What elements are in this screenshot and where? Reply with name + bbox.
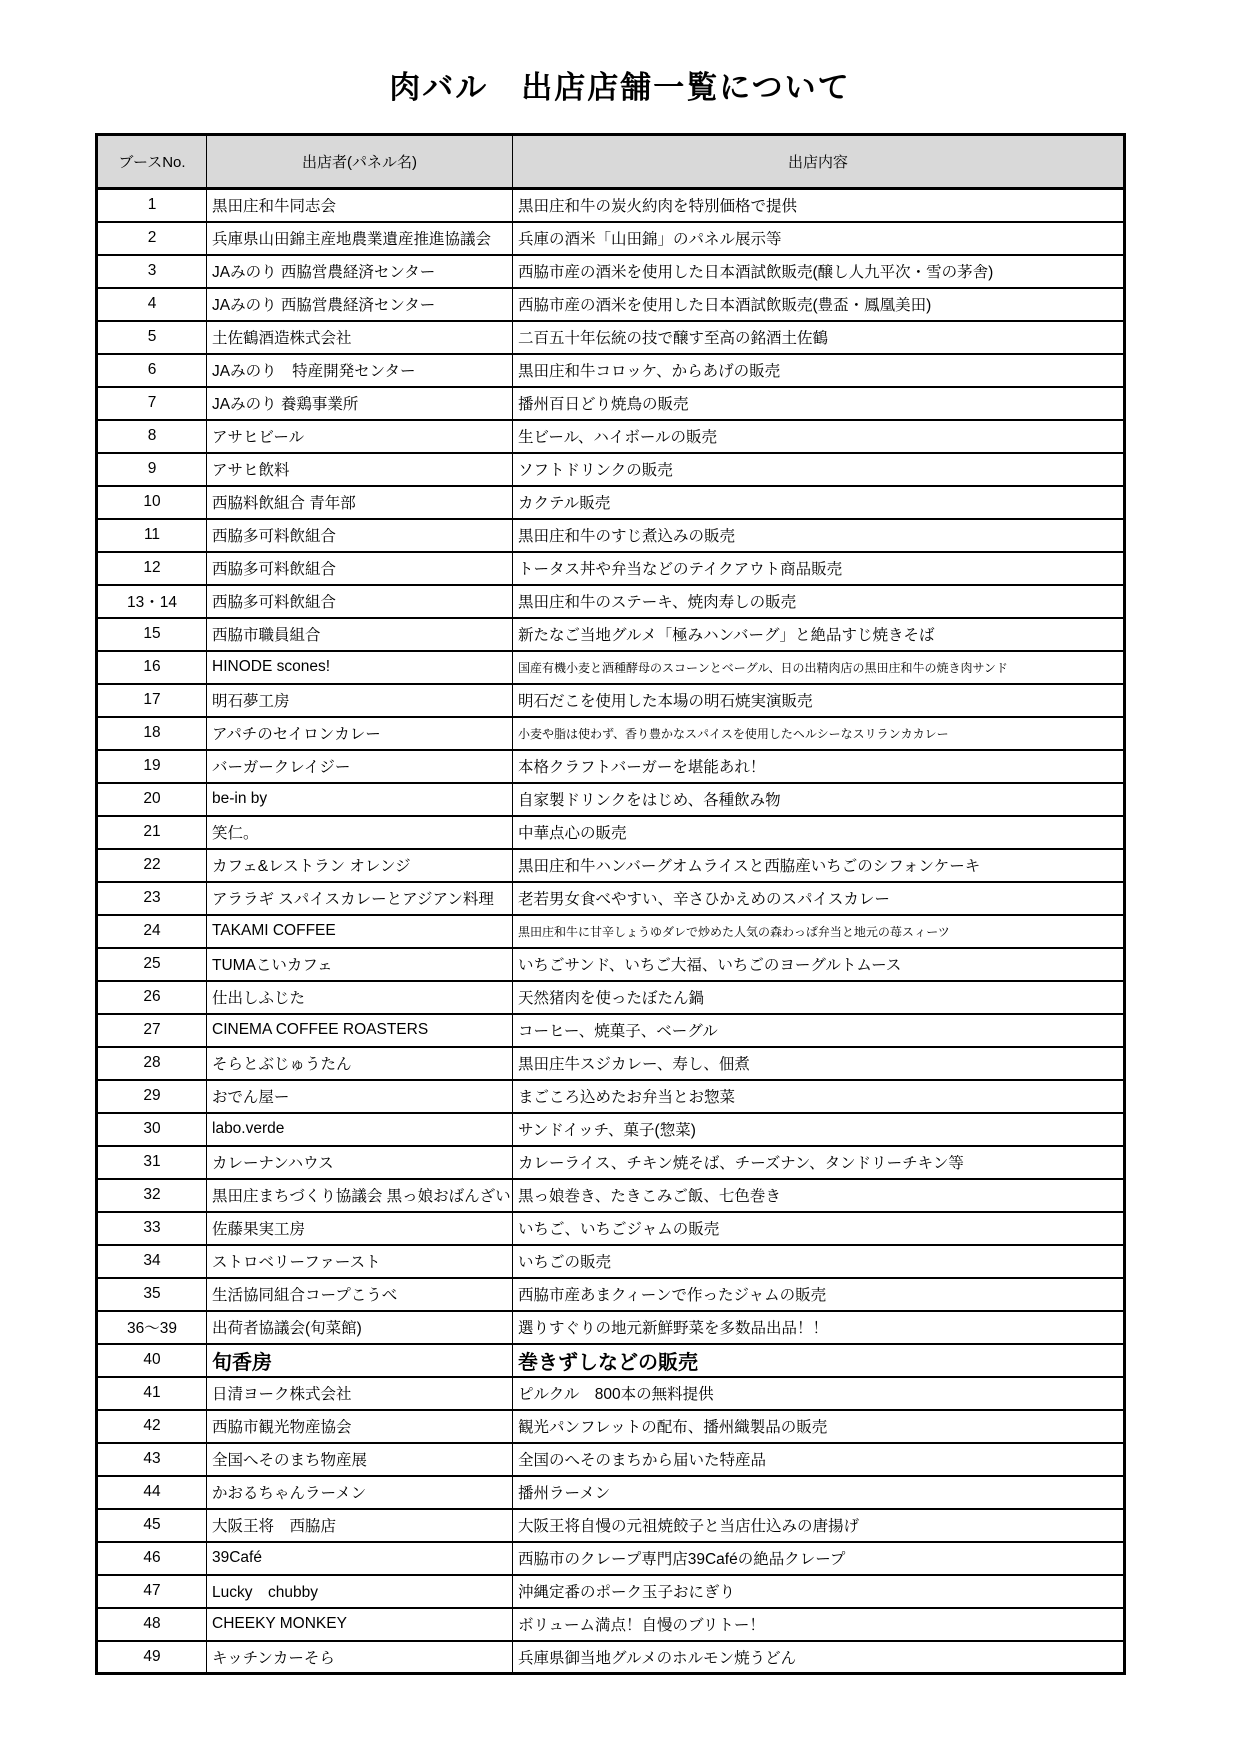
booth-no-cell: 30 (97, 1113, 207, 1146)
booth-content-cell: 生ビール、ハイボールの販売 (513, 420, 1125, 453)
booth-content-cell: カレーライス、チキン焼そば、チーズナン、タンドリーチキン等 (513, 1146, 1125, 1179)
table-row (97, 387, 1125, 420)
booth-no-cell: 1 (97, 189, 207, 222)
booth-content-cell: 二百五十年伝統の技で醸す至高の銘酒土佐鶴 (513, 321, 1125, 354)
table-row (97, 1245, 1125, 1278)
table-row (97, 651, 1125, 684)
booth-no-cell: 31 (97, 1146, 207, 1179)
table-row (97, 618, 1125, 651)
exhibitor-name-cell: 佐藤果実工房 (207, 1212, 513, 1245)
table-row (97, 915, 1125, 948)
booth-no-cell: 43 (97, 1443, 207, 1476)
booth-content-cell: 播州百日どり焼鳥の販売 (513, 387, 1125, 420)
booth-content-cell: いちごの販売 (513, 1245, 1125, 1278)
booth-no-cell: 48 (97, 1608, 207, 1641)
booth-no-cell: 35 (97, 1278, 207, 1311)
table-row (97, 1146, 1125, 1179)
exhibitor-name-cell: 黒田庄まちづくり協議会 黒っ娘おばんざい (207, 1179, 513, 1212)
table-row (97, 189, 1125, 222)
exhibitor-name-cell: HINODE scones! (207, 651, 513, 684)
table-row (97, 354, 1125, 387)
booth-content-cell: 西脇市のクレープ専門店39Caféの絶品クレープ (513, 1542, 1125, 1575)
table-row (97, 1641, 1125, 1674)
booth-content-cell: 大阪王将自慢の元祖焼餃子と当店仕込みの唐揚げ (513, 1509, 1125, 1542)
exhibitor-name-cell: 笑仁。 (207, 816, 513, 849)
exhibitor-name-cell: 兵庫県山田錦主産地農業遺産推進協議会 (207, 222, 513, 255)
booth-content-cell: 観光パンフレットの配布、播州織製品の販売 (513, 1410, 1125, 1443)
exhibitor-name-cell: 西脇料飲組合 青年部 (207, 486, 513, 519)
col-header-exhibitor: 出店者(パネル名) (207, 135, 513, 189)
booth-content-cell: 黒田庄和牛の炭火約肉を特別価格で提供 (513, 189, 1125, 222)
exhibitor-name-cell: 出荷者協議会(旬菜館) (207, 1311, 513, 1344)
booth-no-cell: 3 (97, 255, 207, 288)
exhibitor-name-cell: アサヒ飲料 (207, 453, 513, 486)
exhibitor-name-cell: かおるちゃんラーメン (207, 1476, 513, 1509)
booth-no-cell: 12 (97, 552, 207, 585)
exhibitor-name-cell: JAみのり 西脇営農経済センター (207, 255, 513, 288)
booth-no-cell: 26 (97, 981, 207, 1014)
exhibitor-name-cell: 生活協同組合コープこうべ (207, 1278, 513, 1311)
table-row (97, 1080, 1125, 1113)
table-row (97, 1179, 1125, 1212)
exhibitor-name-cell: JAみのり 西脇営農経済センター (207, 288, 513, 321)
table-row (97, 255, 1125, 288)
table-row (97, 948, 1125, 981)
booth-content-cell: 西脇市産の酒米を使用した日本酒試飲販売(豊盃・鳳凰美田) (513, 288, 1125, 321)
table-row (97, 321, 1125, 354)
exhibitor-name-cell: 明石夢工房 (207, 684, 513, 717)
exhibitor-name-cell: 39Café (207, 1542, 513, 1575)
booth-no-cell: 45 (97, 1509, 207, 1542)
booth-content-cell: 黒田庄和牛コロッケ、からあげの販売 (513, 354, 1125, 387)
booth-no-cell: 46 (97, 1542, 207, 1575)
table-row (97, 816, 1125, 849)
table-row (97, 552, 1125, 585)
booth-no-cell: 16 (97, 651, 207, 684)
booth-content-cell: 西脇市産の酒米を使用した日本酒試飲販売(醸し人九平次・雪の茅舎) (513, 255, 1125, 288)
col-header-content: 出店内容 (513, 135, 1125, 189)
page-title: 肉バル 出店店舗一覧について (389, 70, 851, 105)
header-row (97, 135, 1125, 189)
booth-content-cell: 黒田庄和牛に甘辛しょうゆダレで炒めた人気の森わっぱ弁当と地元の苺スィーツ (513, 915, 1125, 948)
exhibitor-name-cell: 黒田庄和牛同志会 (207, 189, 513, 222)
table-row (97, 1410, 1125, 1443)
booth-no-cell: 8 (97, 420, 207, 453)
booth-no-cell: 40 (97, 1344, 207, 1377)
exhibitor-name-cell: be-in by (207, 783, 513, 816)
booth-content-cell: 兵庫県御当地グルメのホルモン焼うどん (513, 1641, 1125, 1674)
booth-no-cell: 32 (97, 1179, 207, 1212)
exhibitor-name-cell: CINEMA COFFEE ROASTERS (207, 1014, 513, 1047)
booth-no-cell: 15 (97, 618, 207, 651)
exhibitor-name-cell: ストロベリーファースト (207, 1245, 513, 1278)
booth-content-cell: トータス丼や弁当などのテイクアウト商品販売 (513, 552, 1125, 585)
exhibitor-name-cell: アサヒビール (207, 420, 513, 453)
booth-content-cell: 新たなご当地グルメ「極みハンバーグ」と絶品すじ焼きそば (513, 618, 1125, 651)
booth-no-cell: 20 (97, 783, 207, 816)
table-row (97, 288, 1125, 321)
table-row (97, 981, 1125, 1014)
booth-content-cell: 自家製ドリンクをはじめ、各種飲み物 (513, 783, 1125, 816)
exhibitor-name-cell: 全国へそのまち物産展 (207, 1443, 513, 1476)
booth-content-cell: 明石だこを使用した本場の明石焼実演販売 (513, 684, 1125, 717)
booth-no-cell: 23 (97, 882, 207, 915)
exhibitor-name-cell: TAKAMI COFFEE (207, 915, 513, 948)
booth-content-cell: ピルクル 800本の無料提供 (513, 1377, 1125, 1410)
booth-content-cell: カクテル販売 (513, 486, 1125, 519)
booth-content-cell: 中華点心の販売 (513, 816, 1125, 849)
exhibitor-name-cell: 仕出しふじた (207, 981, 513, 1014)
booth-no-cell: 33 (97, 1212, 207, 1245)
table-row (97, 1575, 1125, 1608)
booth-list-table (95, 133, 1126, 1675)
booth-content-cell: 沖縄定番のポーク玉子おにぎり (513, 1575, 1125, 1608)
booth-no-cell: 49 (97, 1641, 207, 1674)
booth-content-cell: 播州ラーメン (513, 1476, 1125, 1509)
exhibitor-name-cell: 西脇市観光物産協会 (207, 1410, 513, 1443)
exhibitor-name-cell: バーガークレイジー (207, 750, 513, 783)
table-row (97, 1113, 1125, 1146)
booth-content-cell: 兵庫の酒米「山田錦」のパネル展示等 (513, 222, 1125, 255)
exhibitor-name-cell: アララギ スパイスカレーとアジアン料理 (207, 882, 513, 915)
table-row (97, 882, 1125, 915)
booth-no-cell: 24 (97, 915, 207, 948)
table-row (97, 783, 1125, 816)
booth-content-cell: いちご、いちごジャムの販売 (513, 1212, 1125, 1245)
booth-content-cell: 巻きずしなどの販売 (513, 1344, 1125, 1377)
table-row (97, 585, 1125, 618)
table-row (97, 849, 1125, 882)
booth-content-cell: 全国のへそのまちから届いた特産品 (513, 1443, 1125, 1476)
exhibitor-name-cell: キッチンカーそら (207, 1641, 513, 1674)
booth-no-cell: 25 (97, 948, 207, 981)
booth-no-cell: 18 (97, 717, 207, 750)
booth-no-cell: 19 (97, 750, 207, 783)
table-row (97, 1542, 1125, 1575)
table-row (97, 453, 1125, 486)
exhibitor-name-cell: 西脇多可料飲組合 (207, 519, 513, 552)
booth-content-cell: 黒田庄和牛のステーキ、焼肉寿しの販売 (513, 585, 1125, 618)
table-row (97, 1278, 1125, 1311)
booth-no-cell: 7 (97, 387, 207, 420)
exhibitor-name-cell: labo.verde (207, 1113, 513, 1146)
table-row (97, 1476, 1125, 1509)
booth-no-cell: 41 (97, 1377, 207, 1410)
exhibitor-name-cell: Lucky chubby (207, 1575, 513, 1608)
table-row (97, 1377, 1125, 1410)
booth-content-cell: まごころ込めたお弁当とお惣菜 (513, 1080, 1125, 1113)
booth-no-cell: 47 (97, 1575, 207, 1608)
booth-no-cell: 6 (97, 354, 207, 387)
booth-no-cell: 22 (97, 849, 207, 882)
booth-no-cell: 9 (97, 453, 207, 486)
exhibitor-name-cell: 西脇多可料飲組合 (207, 585, 513, 618)
booth-no-cell: 10 (97, 486, 207, 519)
booth-content-cell: 国産有機小麦と酒種酵母のスコーンとベーグル、日の出精肉店の黒田庄和牛の焼き肉サンド (513, 651, 1125, 684)
booth-no-cell: 28 (97, 1047, 207, 1080)
booth-no-cell: 5 (97, 321, 207, 354)
booth-content-cell: ソフトドリンクの販売 (513, 453, 1125, 486)
booth-content-cell: いちごサンド、いちご大福、いちごのヨーグルトムース (513, 948, 1125, 981)
exhibitor-name-cell: 大阪王将 西脇店 (207, 1509, 513, 1542)
booth-no-cell: 2 (97, 222, 207, 255)
table-row (97, 1344, 1125, 1377)
exhibitor-name-cell: JAみのり 特産開発センター (207, 354, 513, 387)
exhibitor-name-cell: JAみのり 養鶏事業所 (207, 387, 513, 420)
exhibitor-name-cell: カフェ&レストラン オレンジ (207, 849, 513, 882)
booth-no-cell: 42 (97, 1410, 207, 1443)
booth-content-cell: 選りすぐりの地元新鮮野菜を多数品出品！！ (513, 1311, 1125, 1344)
table-row (97, 750, 1125, 783)
booth-no-cell: 44 (97, 1476, 207, 1509)
table-row (97, 1047, 1125, 1080)
booth-no-cell: 36～39 (97, 1311, 207, 1344)
exhibitor-name-cell: 西脇多可料飲組合 (207, 552, 513, 585)
table-row (97, 1014, 1125, 1047)
table-row (97, 1509, 1125, 1542)
booth-content-cell: ボリューム満点！自慢のブリトー！ (513, 1608, 1125, 1641)
table-row (97, 1212, 1125, 1245)
table-row (97, 1608, 1125, 1641)
exhibitor-name-cell: CHEEKY MONKEY (207, 1608, 513, 1641)
booth-no-cell: 13・14 (97, 585, 207, 618)
table-row (97, 1443, 1125, 1476)
exhibitor-name-cell: 旬香房 (207, 1344, 513, 1377)
booth-content-cell: 天然猪肉を使ったぼたん鍋 (513, 981, 1125, 1014)
exhibitor-name-cell: 西脇市職員組合 (207, 618, 513, 651)
table-row (97, 486, 1125, 519)
table-row (97, 1311, 1125, 1344)
booth-content-cell: 黒田庄和牛ハンバーグオムライスと西脇産いちごのシフォンケーキ (513, 849, 1125, 882)
table-row (97, 519, 1125, 552)
booth-content-cell: 小麦や脂は使わず、香り豊かなスパイスを使用したヘルシーなスリランカカレー (513, 717, 1125, 750)
table-row (97, 420, 1125, 453)
booth-no-cell: 27 (97, 1014, 207, 1047)
exhibitor-name-cell: そらとぶじゅうたん (207, 1047, 513, 1080)
booth-no-cell: 29 (97, 1080, 207, 1113)
col-header-booth-no: ブースNo. (97, 135, 207, 189)
booth-no-cell: 11 (97, 519, 207, 552)
booth-content-cell: コーヒー、焼菓子、ベーグル (513, 1014, 1125, 1047)
booth-no-cell: 21 (97, 816, 207, 849)
exhibitor-name-cell: TUMAこいカフェ (207, 948, 513, 981)
booth-content-cell: サンドイッチ、菓子(惣菜) (513, 1113, 1125, 1146)
exhibitor-name-cell: 日清ヨーク株式会社 (207, 1377, 513, 1410)
booth-content-cell: 本格クラフトバーガーを堪能あれ！ (513, 750, 1125, 783)
table-row (97, 684, 1125, 717)
booth-no-cell: 4 (97, 288, 207, 321)
booth-content-cell: 老若男女食べやすい、辛さひかえめのスパイスカレー (513, 882, 1125, 915)
table-row (97, 717, 1125, 750)
table-body (97, 189, 1125, 1674)
exhibitor-name-cell: カレーナンハウス (207, 1146, 513, 1179)
booth-content-cell: 黒田庄和牛のすじ煮込みの販売 (513, 519, 1125, 552)
table-row (97, 222, 1125, 255)
booth-no-cell: 34 (97, 1245, 207, 1278)
exhibitor-name-cell: おでん屋ー (207, 1080, 513, 1113)
booth-content-cell: 西脇市産あまクィーンで作ったジャムの販売 (513, 1278, 1125, 1311)
table-header (97, 135, 1125, 189)
booth-no-cell: 17 (97, 684, 207, 717)
booth-content-cell: 黒っ娘巻き、たきこみご飯、七色巻き (513, 1179, 1125, 1212)
booth-content-cell: 黒田庄牛スジカレー、寿し、佃煮 (513, 1047, 1125, 1080)
exhibitor-name-cell: アパチのセイロンカレー (207, 717, 513, 750)
exhibitor-name-cell: 土佐鶴酒造株式会社 (207, 321, 513, 354)
